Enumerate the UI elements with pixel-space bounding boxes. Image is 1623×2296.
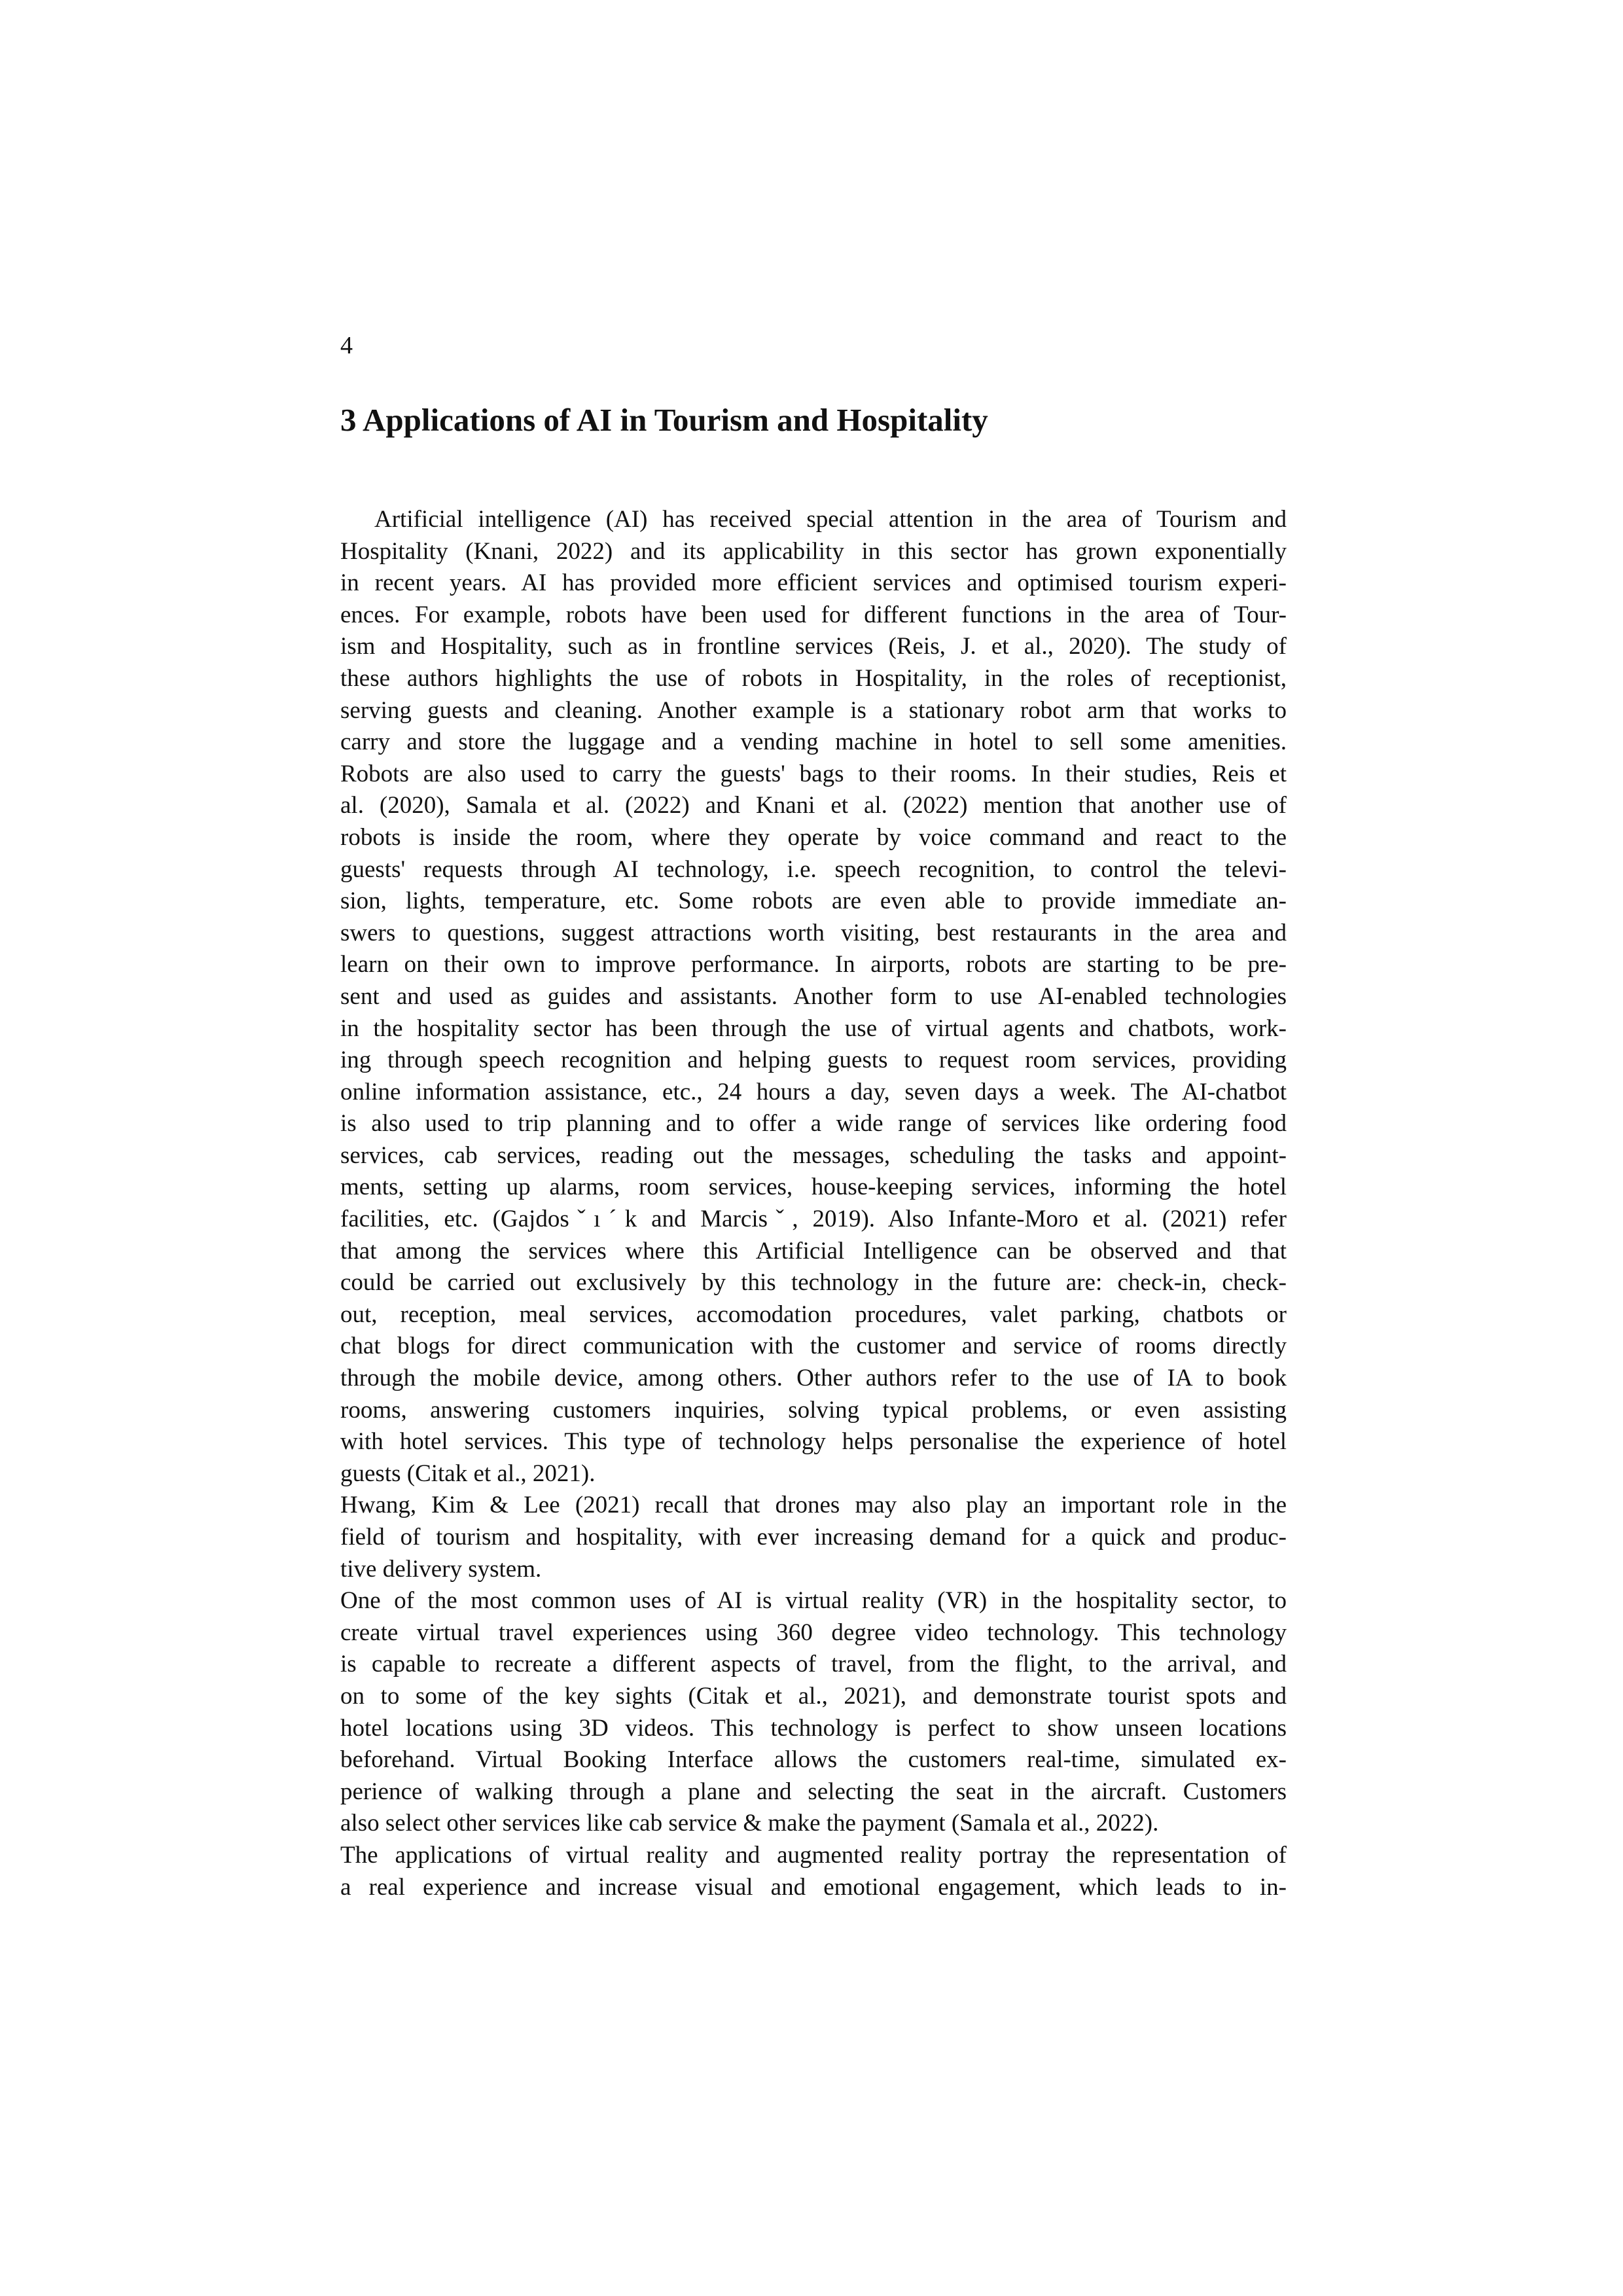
text-line: tive delivery system. [340, 1555, 542, 1583]
text-line: ism and Hospitality, such as in frontline services (Reis, J. et al., 2020). The study of [340, 633, 1287, 660]
text-line: ing through speech recognition and helping guests to request room services, providing [340, 1047, 1287, 1074]
text-line: also select other services like cab service & make the payment (Samala et al., 2022). [340, 1810, 1159, 1837]
text-line: sent and used as guides and assistants. Another form to use AI-enabled technologies [340, 982, 1287, 1010]
text-line: One of the most common uses of AI is virtual reality (VR) in the hospitality sector, to [340, 1587, 1287, 1615]
text-line: serving guests and cleaning. Another example is a stationary robot arm that works to [340, 696, 1287, 724]
text-line: Hwang, Kim & Lee (2021) recall that drones may also play an important role in the [340, 1492, 1287, 1519]
text-line: with hotel services. This type of technology helps personalise the experience of hotel [340, 1428, 1287, 1456]
text-line: Robots are also used to carry the guests' bags to their rooms. In their studies, Reis et [340, 760, 1287, 787]
text-line: sion, lights, temperature, etc. Some robots are even able to provide immediate an- [340, 888, 1287, 915]
text-line: on to some of the key sights (Citak et al., 2021), and demonstrate tourist spots and [340, 1682, 1287, 1710]
text-line: out, reception, meal services, accomodation procedures, valet parking, chatbots or [340, 1300, 1287, 1328]
text-line: ments, setting up alarms, room services, house-keeping services, informing the hotel [340, 1174, 1287, 1201]
text-line: al. (2020), Samala et al. (2022) and Knani et al. (2022) mention that another use of [340, 792, 1287, 819]
text-line: is capable to recreate a different aspects of travel, from the flight, to the arrival, and [340, 1651, 1287, 1678]
text-line: Hospitality (Knani, 2022) and its applicability in this sector has grown exponentially [340, 537, 1287, 565]
text-line: facilities, etc. (Gajdosˇıˊk and Marcisˇ, 2019). Also Infante-Moro et al. (2021) refer [340, 1206, 1287, 1233]
page-number: 4 [340, 332, 353, 359]
text-line: hotel locations using 3D videos. This technology is perfect to show unseen locations [340, 1714, 1287, 1742]
text-line: that among the services where this Artificial Intelligence can be observed and that [340, 1237, 1287, 1265]
text-line: a real experience and increase visual and emotional engagement, which leads to in- [340, 1873, 1287, 1901]
text-line: in recent years. AI has provided more efficient services and optimised tourism experi- [340, 569, 1287, 597]
text-line: field of tourism and hospitality, with ever increasing demand for a quick and produc- [340, 1524, 1287, 1551]
text-line: through the mobile device, among others. Other authors refer to the use of IA to book [340, 1365, 1287, 1392]
text-line: chat blogs for direct communication with the customer and service of rooms directly [340, 1333, 1287, 1360]
text-line: ences. For example, robots have been used for different functions in the area of Tour- [340, 601, 1287, 628]
text-line: in the hospitality sector has been through the use of virtual agents and chatbots, work- [340, 1014, 1287, 1042]
body-text [340, 504, 1287, 1903]
text-line: create virtual travel experiences using 360 degree video technology. This technology [340, 1619, 1287, 1646]
text-line: carry and store the luggage and a vending machine in hotel to sell some amenities. [340, 728, 1287, 756]
text-line: learn on their own to improve performance. In airports, robots are starting to be pre- [340, 951, 1287, 978]
text-line: is also used to trip planning and to offer a wide range of services like ordering food [340, 1110, 1287, 1138]
text-line: these authors highlights the use of robots in Hospitality, in the roles of receptionist, [340, 664, 1287, 692]
text-line: robots is inside the room, where they operate by voice command and react to the [340, 823, 1287, 851]
text-line: could be carried out exclusively by this technology in the future are: check-in, check- [340, 1269, 1287, 1297]
text-line: services, cab services, reading out the messages, scheduling the tasks and appoint- [340, 1141, 1287, 1169]
text-line: guests' requests through AI technology, i.e. speech recognition, to control the televi- [340, 855, 1287, 883]
text-line: rooms, answering customers inquiries, solving typical problems, or even assisting [340, 1396, 1287, 1424]
text-line: perience of walking through a plane and selecting the seat in the aircraft. Customers [340, 1778, 1287, 1805]
text-line: swers to questions, suggest attractions worth visiting, best restaurants in the area and [340, 919, 1287, 946]
text-line: online information assistance, etc., 24 hours a day, seven days a week. The AI-chatbot [340, 1078, 1287, 1105]
text-line: beforehand. Virtual Booking Interface allows the customers real-time, simulated ex- [340, 1746, 1287, 1774]
text-line: guests (Citak et al., 2021). [340, 1460, 596, 1487]
text-line: The applications of virtual reality and augmented reality portray the representation of [340, 1841, 1287, 1869]
text-line: Artificial intelligence (AI) has received special attention in the area of Tourism and [374, 506, 1287, 533]
section-heading: 3 Applications of AI in Tourism and Hospitality [340, 402, 988, 438]
